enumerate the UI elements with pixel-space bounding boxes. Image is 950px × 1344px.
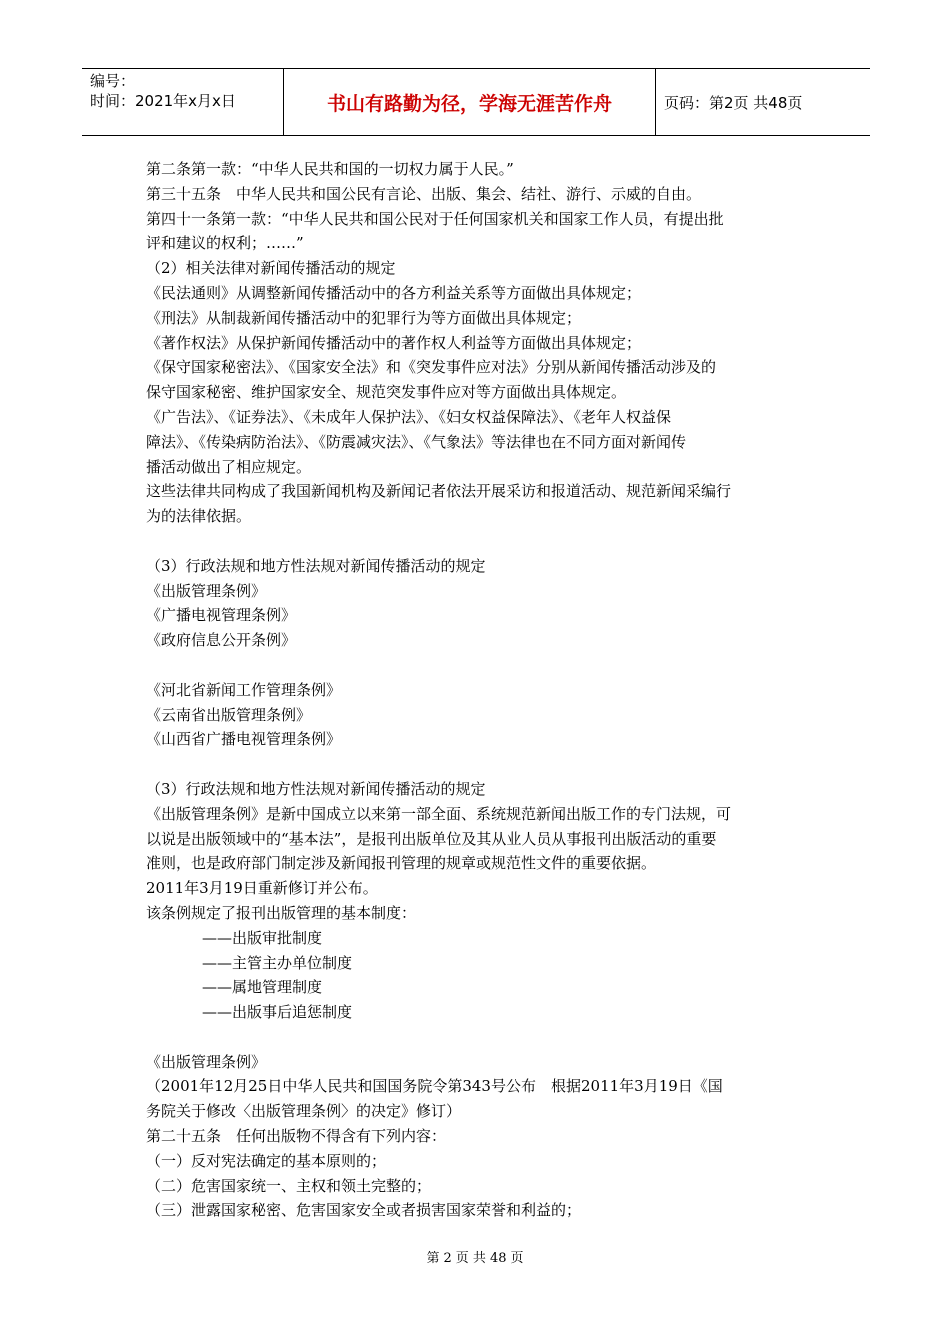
text-line: （2）相关法律对新闻传播活动的规定: [146, 259, 396, 278]
text-line: （3）行政法规和地方性法规对新闻传播活动的规定: [146, 556, 486, 575]
text-line: （三）泄露国家秘密、危害国家安全或者损害国家荣誉和利益的；: [146, 1201, 582, 1220]
text-line: 务院关于修改〈出版管理条例〉的决定》修订）: [146, 1102, 462, 1121]
text-line: 《河北省新闻工作管理条例》: [146, 680, 342, 699]
blank-line: [146, 529, 806, 554]
footer-mid: 页 共: [455, 1251, 486, 1266]
text-line: 2011年3月19日重新修订并公布。: [146, 879, 378, 898]
text-line: 《出版管理条例》: [146, 1052, 267, 1071]
document-number: 编号：: [90, 72, 136, 90]
text-line: （一）反对宪法确定的基本原则的；: [146, 1151, 387, 1170]
footer-suffix: 页: [510, 1251, 524, 1266]
header-meta: [82, 69, 284, 135]
text-line: 评和建议的权利；……”: [146, 234, 304, 253]
text-line: 障法》、《传染病防治法》、《防震减灾法》、《气象法》等法律也在不同方面对新闻传: [146, 432, 687, 451]
system-item: ——属地管理制度: [202, 978, 323, 997]
text-line: 《民法通则》从调整新闻传播活动中的各方利益关系等方面做出具体规定；: [146, 283, 642, 302]
text-line: 准则，也是政府部门制定涉及新闻报刊管理的规章或规范性文件的重要依据。: [146, 854, 657, 873]
text-line: 《山西省广播电视管理条例》: [146, 730, 342, 749]
footer-total-pages: 48: [489, 1251, 507, 1266]
text-line: 播活动做出了相应规定。: [146, 457, 312, 476]
text-line: 该条例规定了报刊出版管理的基本制度：: [146, 903, 417, 922]
text-line: 第三十五条 中华人民共和国公民有言论、出版、集会、结社、游行、示威的自由。: [146, 184, 702, 203]
system-item: ——出版事后追惩制度: [202, 1003, 353, 1022]
text-line: 《云南省出版管理条例》: [146, 705, 312, 724]
header-motto: 书山有路勤为径，学海无涯苦作舟: [284, 69, 656, 135]
system-item: ——出版审批制度: [202, 928, 323, 947]
text-line: 《出版管理条例》: [146, 581, 267, 600]
header-page-info: 页码：第2页 共48页: [664, 93, 803, 112]
blank-line: [146, 1025, 806, 1050]
text-line: 《广播电视管理条例》: [146, 606, 297, 625]
text-line: 《政府信息公开条例》: [146, 631, 297, 650]
text-line: （二）危害国家统一、主权和领土完整的；: [146, 1176, 432, 1195]
document-header: [82, 68, 870, 136]
text-line: 保守国家秘密、维护国家安全、规范突发事件应对等方面做出具体规定。: [146, 383, 627, 402]
text-line: 《著作权法》从保护新闻传播活动中的著作权人利益等方面做出具体规定；: [146, 333, 642, 352]
text-line: 以说是出版领域中的“基本法”，是报刊出版单位及其从业人员从事报刊出版活动的重要: [146, 829, 717, 848]
text-line: 为的法律依据。: [146, 507, 252, 526]
text-line: 第四十一条第一款：“中华人民共和国公民对于任何国家机关和国家工作人员，有提出批: [146, 209, 724, 228]
document-time: 时间：2021年x月x日: [90, 92, 236, 110]
footer-page-number: 2: [443, 1251, 452, 1266]
text-line: 《保守国家秘密法》、《国家安全法》和《突发事件应对法》分别从新闻传播活动涉及的: [146, 358, 717, 377]
text-line: 《广告法》、《证券法》、《未成年人保护法》、《妇女权益保障法》、《老年人权益保: [146, 407, 672, 426]
system-item: ——主管主办单位制度: [202, 953, 353, 972]
text-line: 这些法律共同构成了我国新闻机构及新闻记者依法开展采访和报道活动、规范新闻采编行: [146, 482, 732, 501]
blank-line: [146, 653, 806, 678]
page-footer: [0, 1247, 950, 1266]
document-body: [146, 157, 806, 1223]
blank-line: [146, 752, 806, 777]
text-line: （3）行政法规和地方性法规对新闻传播活动的规定: [146, 779, 486, 798]
text-line: 第二条第一款：“中华人民共和国的一切权力属于人民。”: [146, 160, 514, 178]
footer-prefix: 第: [426, 1251, 440, 1266]
text-line: 《出版管理条例》是新中国成立以来第一部全面、系统规范新闻出版工作的专门法规，可: [146, 804, 732, 823]
text-line: 第二十五条 任何出版物不得含有下列内容：: [146, 1127, 447, 1146]
text-line: （2001年12月25日中华人民共和国国务院令第343号公布 根据2011年3月19日《国: [146, 1077, 723, 1096]
text-line: 《刑法》从制裁新闻传播活动中的犯罪行为等方面做出具体规定；: [146, 308, 582, 327]
